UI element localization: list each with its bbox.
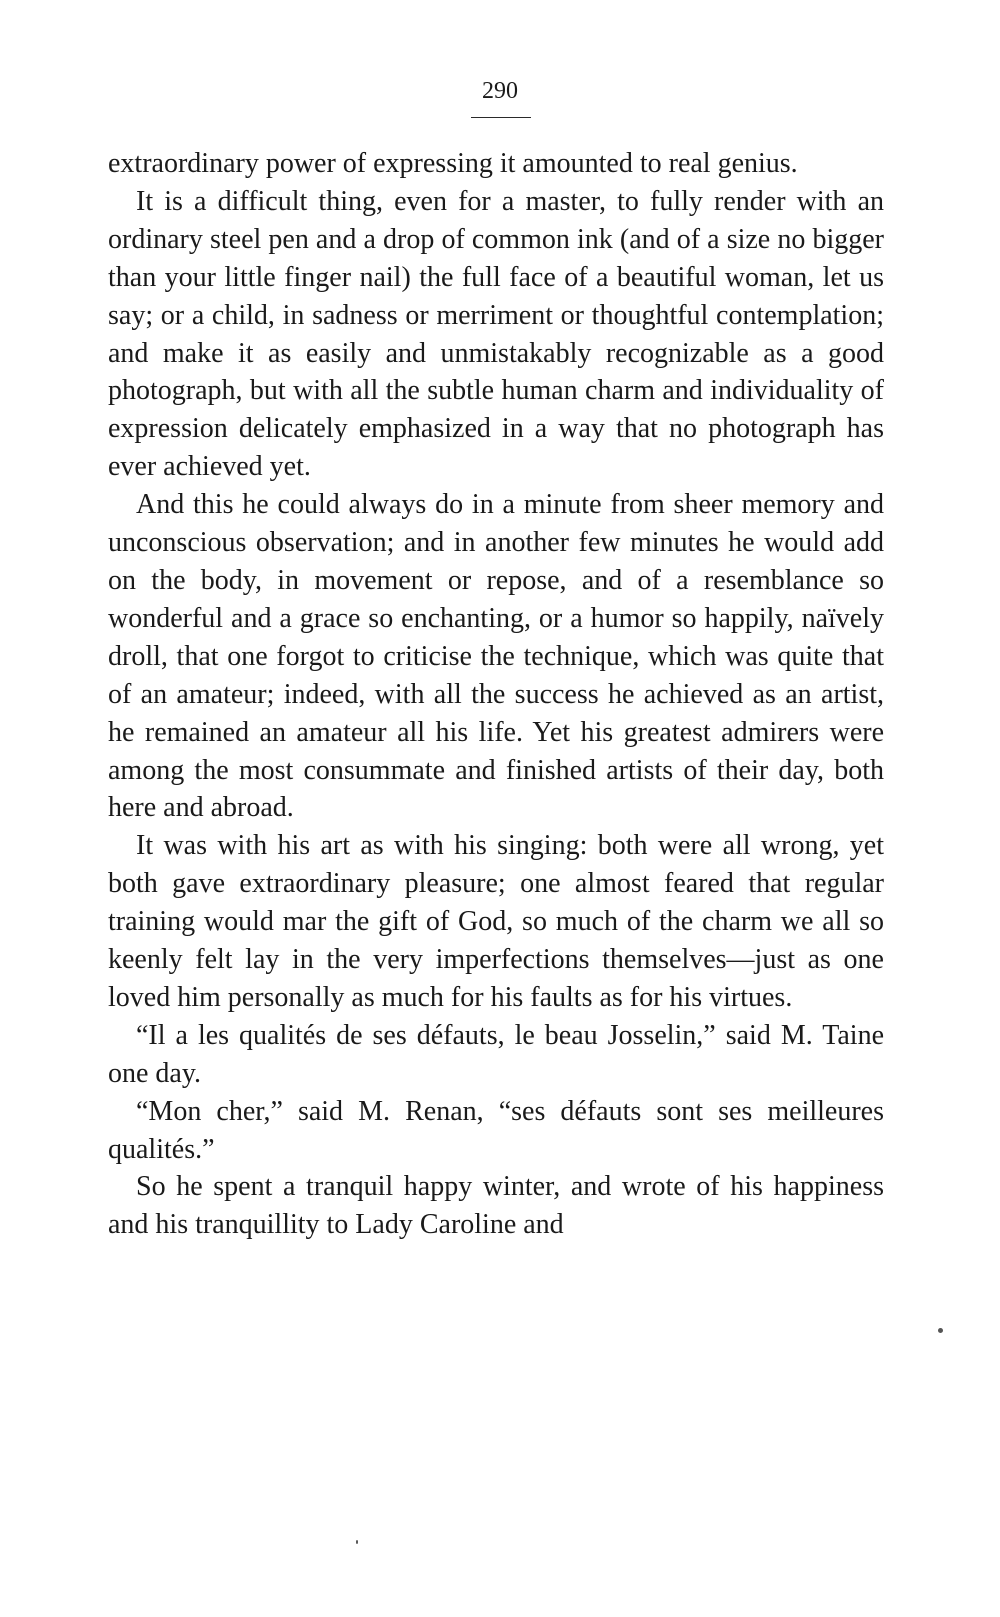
paragraph-7: So he spent a tranquil happy winter, and wrote of his happiness and his tranquillity to Lady Caroline and bbox=[108, 1171, 884, 1241]
paragraph-4: It was with his art as with his singing: both were all wrong, yet both gave extraordinary pleasure; one almost feared that regular training would mar the gift of God, so much of the charm we all so keenly felt lay in the very imperfections themselves—just as one loved him personally as much for his faults as for his virtues. bbox=[108, 830, 884, 1013]
page-number: 290 bbox=[482, 78, 518, 104]
scan-speck bbox=[356, 1540, 358, 1544]
scan-speck bbox=[938, 1328, 943, 1333]
paragraph-5: “Il a les qualités de ses défauts, le beau Josselin,” said M. Taine one day. bbox=[108, 1019, 884, 1089]
page-number-rule bbox=[471, 117, 531, 118]
paragraph-3: And this he could always do in a minute from sheer memory and unconscious observation; and in another few minutes he would add on the body, in movement or repose, and of a resemblance so wonderful and a grace so enchanting, or a humor so happily, naïvely droll, that one forgot to criticise the technique, which was quite that of an amateur; indeed, with all the success he achieved as an artist, he remained an amateur all his life. Yet his greatest admirers were among the most consummate and finished artists of their day, both here and abroad. bbox=[108, 489, 884, 824]
paragraph-2: It is a difficult thing, even for a master, to fully render with an ordinary steel pen and a drop of common ink (and of a size no bigger than your little finger nail) the full face of a beautiful woman, let us say; or a child, in sadness or merriment or thoughtful contemplation; and make it as easily and unmistakably recognizable as a good photograph, but with all the subtle human charm and individuality of expression delicately emphasized in a way that no photograph has ever achieved yet. bbox=[108, 185, 884, 483]
body-text bbox=[108, 145, 884, 1244]
paragraph-6: “Mon cher,” said M. Renan, “ses défauts sont ses meilleures qualités.” bbox=[108, 1095, 884, 1165]
paragraph-1: extraordinary power of expressing it amounted to real genius. bbox=[108, 148, 798, 179]
